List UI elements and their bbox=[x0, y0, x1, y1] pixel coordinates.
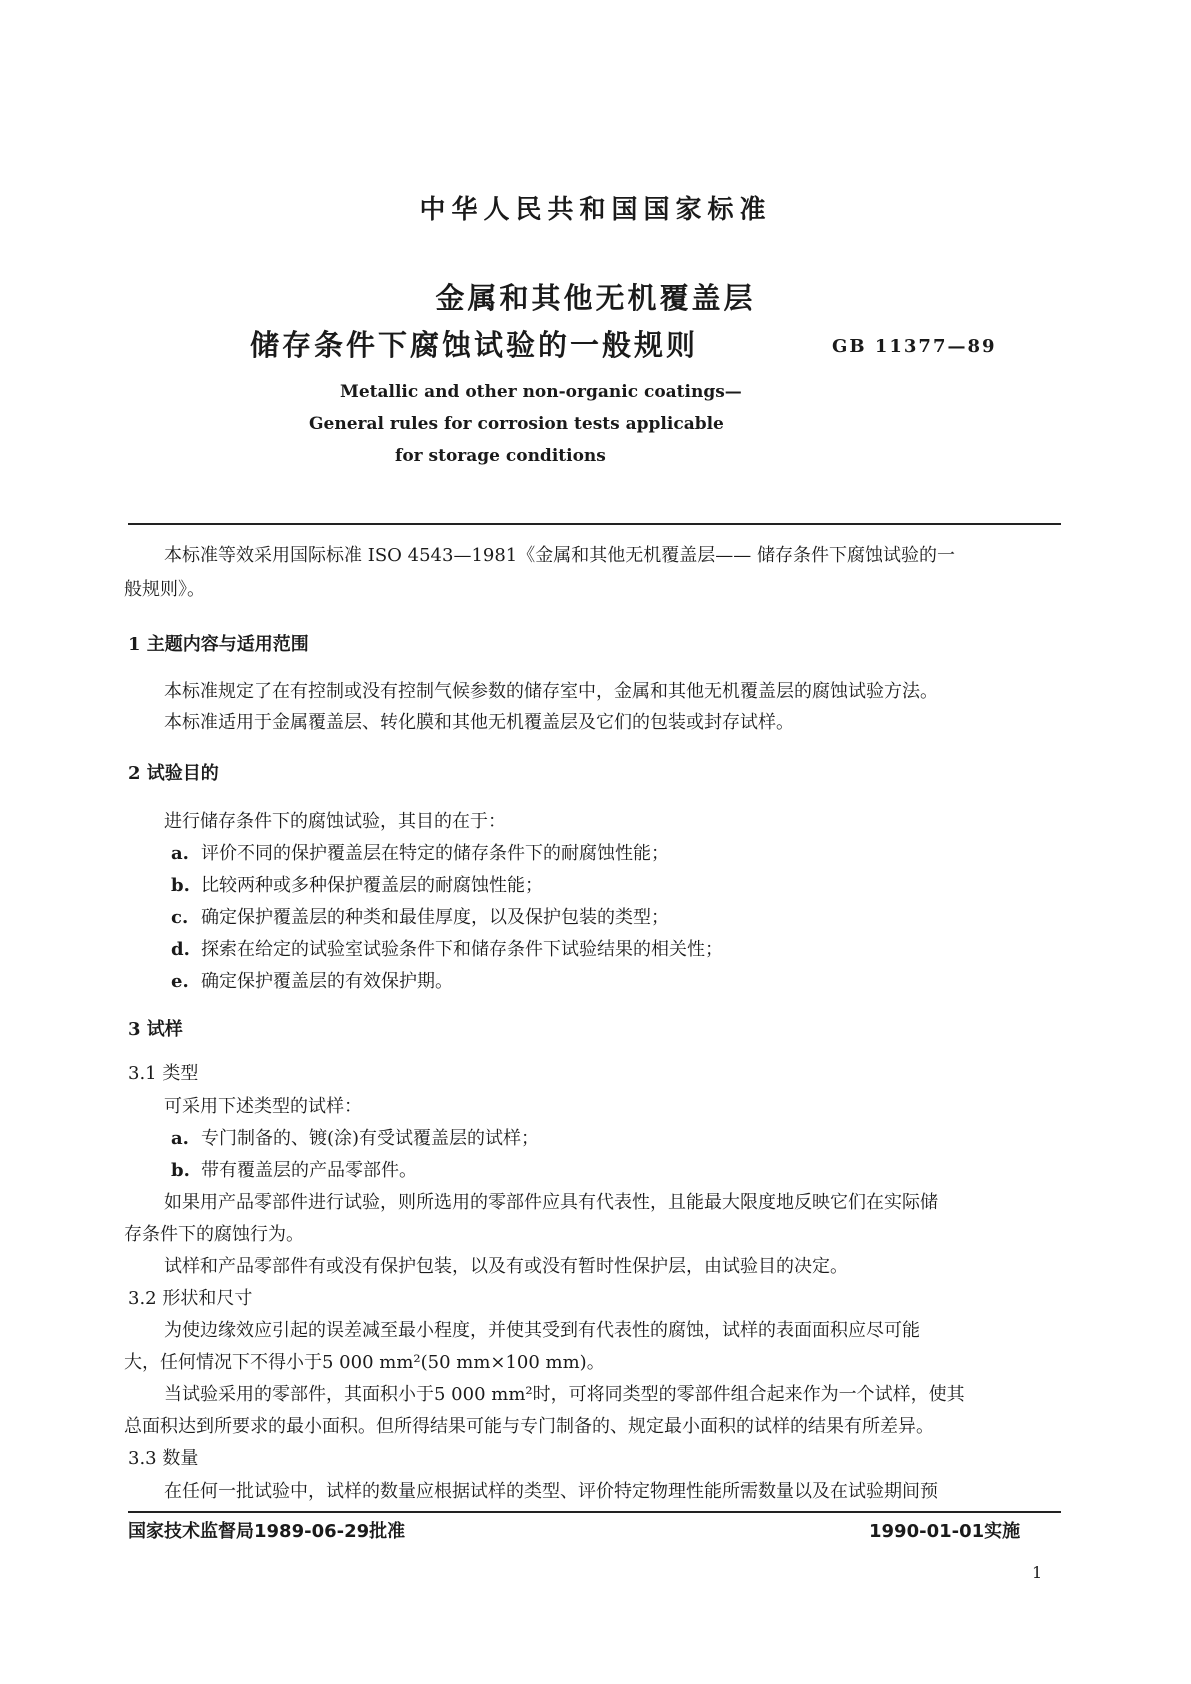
english-title-line: General rules for corrosion tests applicable bbox=[309, 414, 724, 434]
list-marker: a. bbox=[171, 843, 189, 864]
list-marker: a. bbox=[171, 1128, 189, 1149]
bottom-rule bbox=[128, 1511, 1061, 1513]
paragraph: 可采用下述类型的试样： bbox=[164, 1096, 362, 1117]
section-2-heading: 2 试验目的 bbox=[128, 763, 219, 784]
english-title-line: for storage conditions bbox=[395, 446, 606, 466]
paragraph: 进行储存条件下的腐蚀试验，其目的在于： bbox=[164, 811, 506, 832]
page-number: 1 bbox=[1032, 1563, 1043, 1582]
paragraph-line: 总面积达到所要求的最小面积。但所得结果可能与专门制备的、规定最小面积的试样的结果有所差异。 bbox=[124, 1416, 934, 1437]
section-1-heading: 1 主题内容与适用范围 bbox=[128, 634, 309, 655]
national-standard-heading: 中华人民共和国国家标准 bbox=[419, 195, 772, 225]
paragraph-line: 在任何一批试验中，试样的数量应根据试样的类型、评价特定物理性能所需数量以及在试验期间预 bbox=[164, 1481, 938, 1502]
paragraph-line: 大，任何情况下不得小于5 000 mm²(50 mm×100 mm)。 bbox=[124, 1352, 605, 1373]
english-title-line: Metallic and other non-organic coatings— bbox=[340, 382, 742, 402]
paragraph-line: 存条件下的腐蚀行为。 bbox=[124, 1224, 304, 1245]
paragraph-line: 如果用产品零部件进行试验，则所选用的零部件应具有代表性，且能最大限度地反映它们在实际储 bbox=[164, 1192, 938, 1213]
list-item bbox=[171, 938, 723, 962]
paragraph: 本标准适用于金属覆盖层、转化膜和其他无机覆盖层及它们的包装或封存试样。 bbox=[164, 712, 794, 733]
list-item bbox=[171, 842, 669, 866]
subsection-3-2-heading: 3.2 形状和尺寸 bbox=[128, 1288, 253, 1309]
list-item-text: 探索在给定的试验室试验条件下和储存条件下试验结果的相关性； bbox=[201, 939, 723, 960]
top-rule bbox=[128, 523, 1061, 525]
list-item-text: 比较两种或多种保护覆盖层的耐腐蚀性能； bbox=[201, 875, 543, 896]
list-marker: c. bbox=[171, 907, 189, 928]
paragraph: 试样和产品零部件有或没有保护包装，以及有或没有暂时性保护层，由试验目的决定。 bbox=[164, 1256, 848, 1277]
list-item-text: 带有覆盖层的产品零部件。 bbox=[201, 1160, 417, 1181]
approval-date: 国家技术监督局1989-06-29批准 bbox=[128, 1521, 406, 1542]
paragraph: 本标准规定了在有控制或没有控制气候参数的储存室中，金属和其他无机覆盖层的腐蚀试验方法。 bbox=[164, 681, 938, 702]
intro-line: 本标准等效采用国际标准 ISO 4543—1981《金属和其他无机覆盖层—— 储存条件下腐蚀试验的一 bbox=[164, 545, 955, 566]
list-marker: b. bbox=[171, 1160, 190, 1181]
effective-date: 1990-01-01实施 bbox=[869, 1521, 1021, 1542]
list-item bbox=[171, 1127, 539, 1151]
list-item-text: 评价不同的保护覆盖层在特定的储存条件下的耐腐蚀性能； bbox=[201, 843, 669, 864]
title-line-1: 金属和其他无机覆盖层 bbox=[435, 281, 756, 315]
title-line-2: 储存条件下腐蚀试验的一般规则 bbox=[250, 328, 699, 362]
list-marker: b. bbox=[171, 875, 190, 896]
list-item bbox=[171, 970, 453, 994]
subsection-3-3-heading: 3.3 数量 bbox=[128, 1448, 199, 1469]
list-marker: d. bbox=[171, 939, 190, 960]
section-3-heading: 3 试样 bbox=[128, 1019, 183, 1040]
list-item bbox=[171, 874, 543, 898]
list-marker: e. bbox=[171, 971, 189, 992]
list-item bbox=[171, 906, 669, 930]
subsection-3-1-heading: 3.1 类型 bbox=[128, 1063, 199, 1084]
list-item bbox=[171, 1159, 417, 1183]
paragraph-line: 当试验采用的零部件，其面积小于5 000 mm²时，可将同类型的零部件组合起来作为一个试样，使其 bbox=[164, 1384, 965, 1405]
list-item-text: 确定保护覆盖层的种类和最佳厚度，以及保护包装的类型； bbox=[201, 907, 669, 928]
intro-line: 般规则》。 bbox=[124, 579, 205, 600]
list-item-text: 专门制备的、镀(涂)有受试覆盖层的试样； bbox=[201, 1128, 540, 1149]
standard-code: GB 11377—89 bbox=[832, 336, 997, 357]
list-item-text: 确定保护覆盖层的有效保护期。 bbox=[201, 971, 453, 992]
paragraph-line: 为使边缘效应引起的误差减至最小程度，并使其受到有代表性的腐蚀，试样的表面面积应尽可能 bbox=[164, 1320, 920, 1341]
